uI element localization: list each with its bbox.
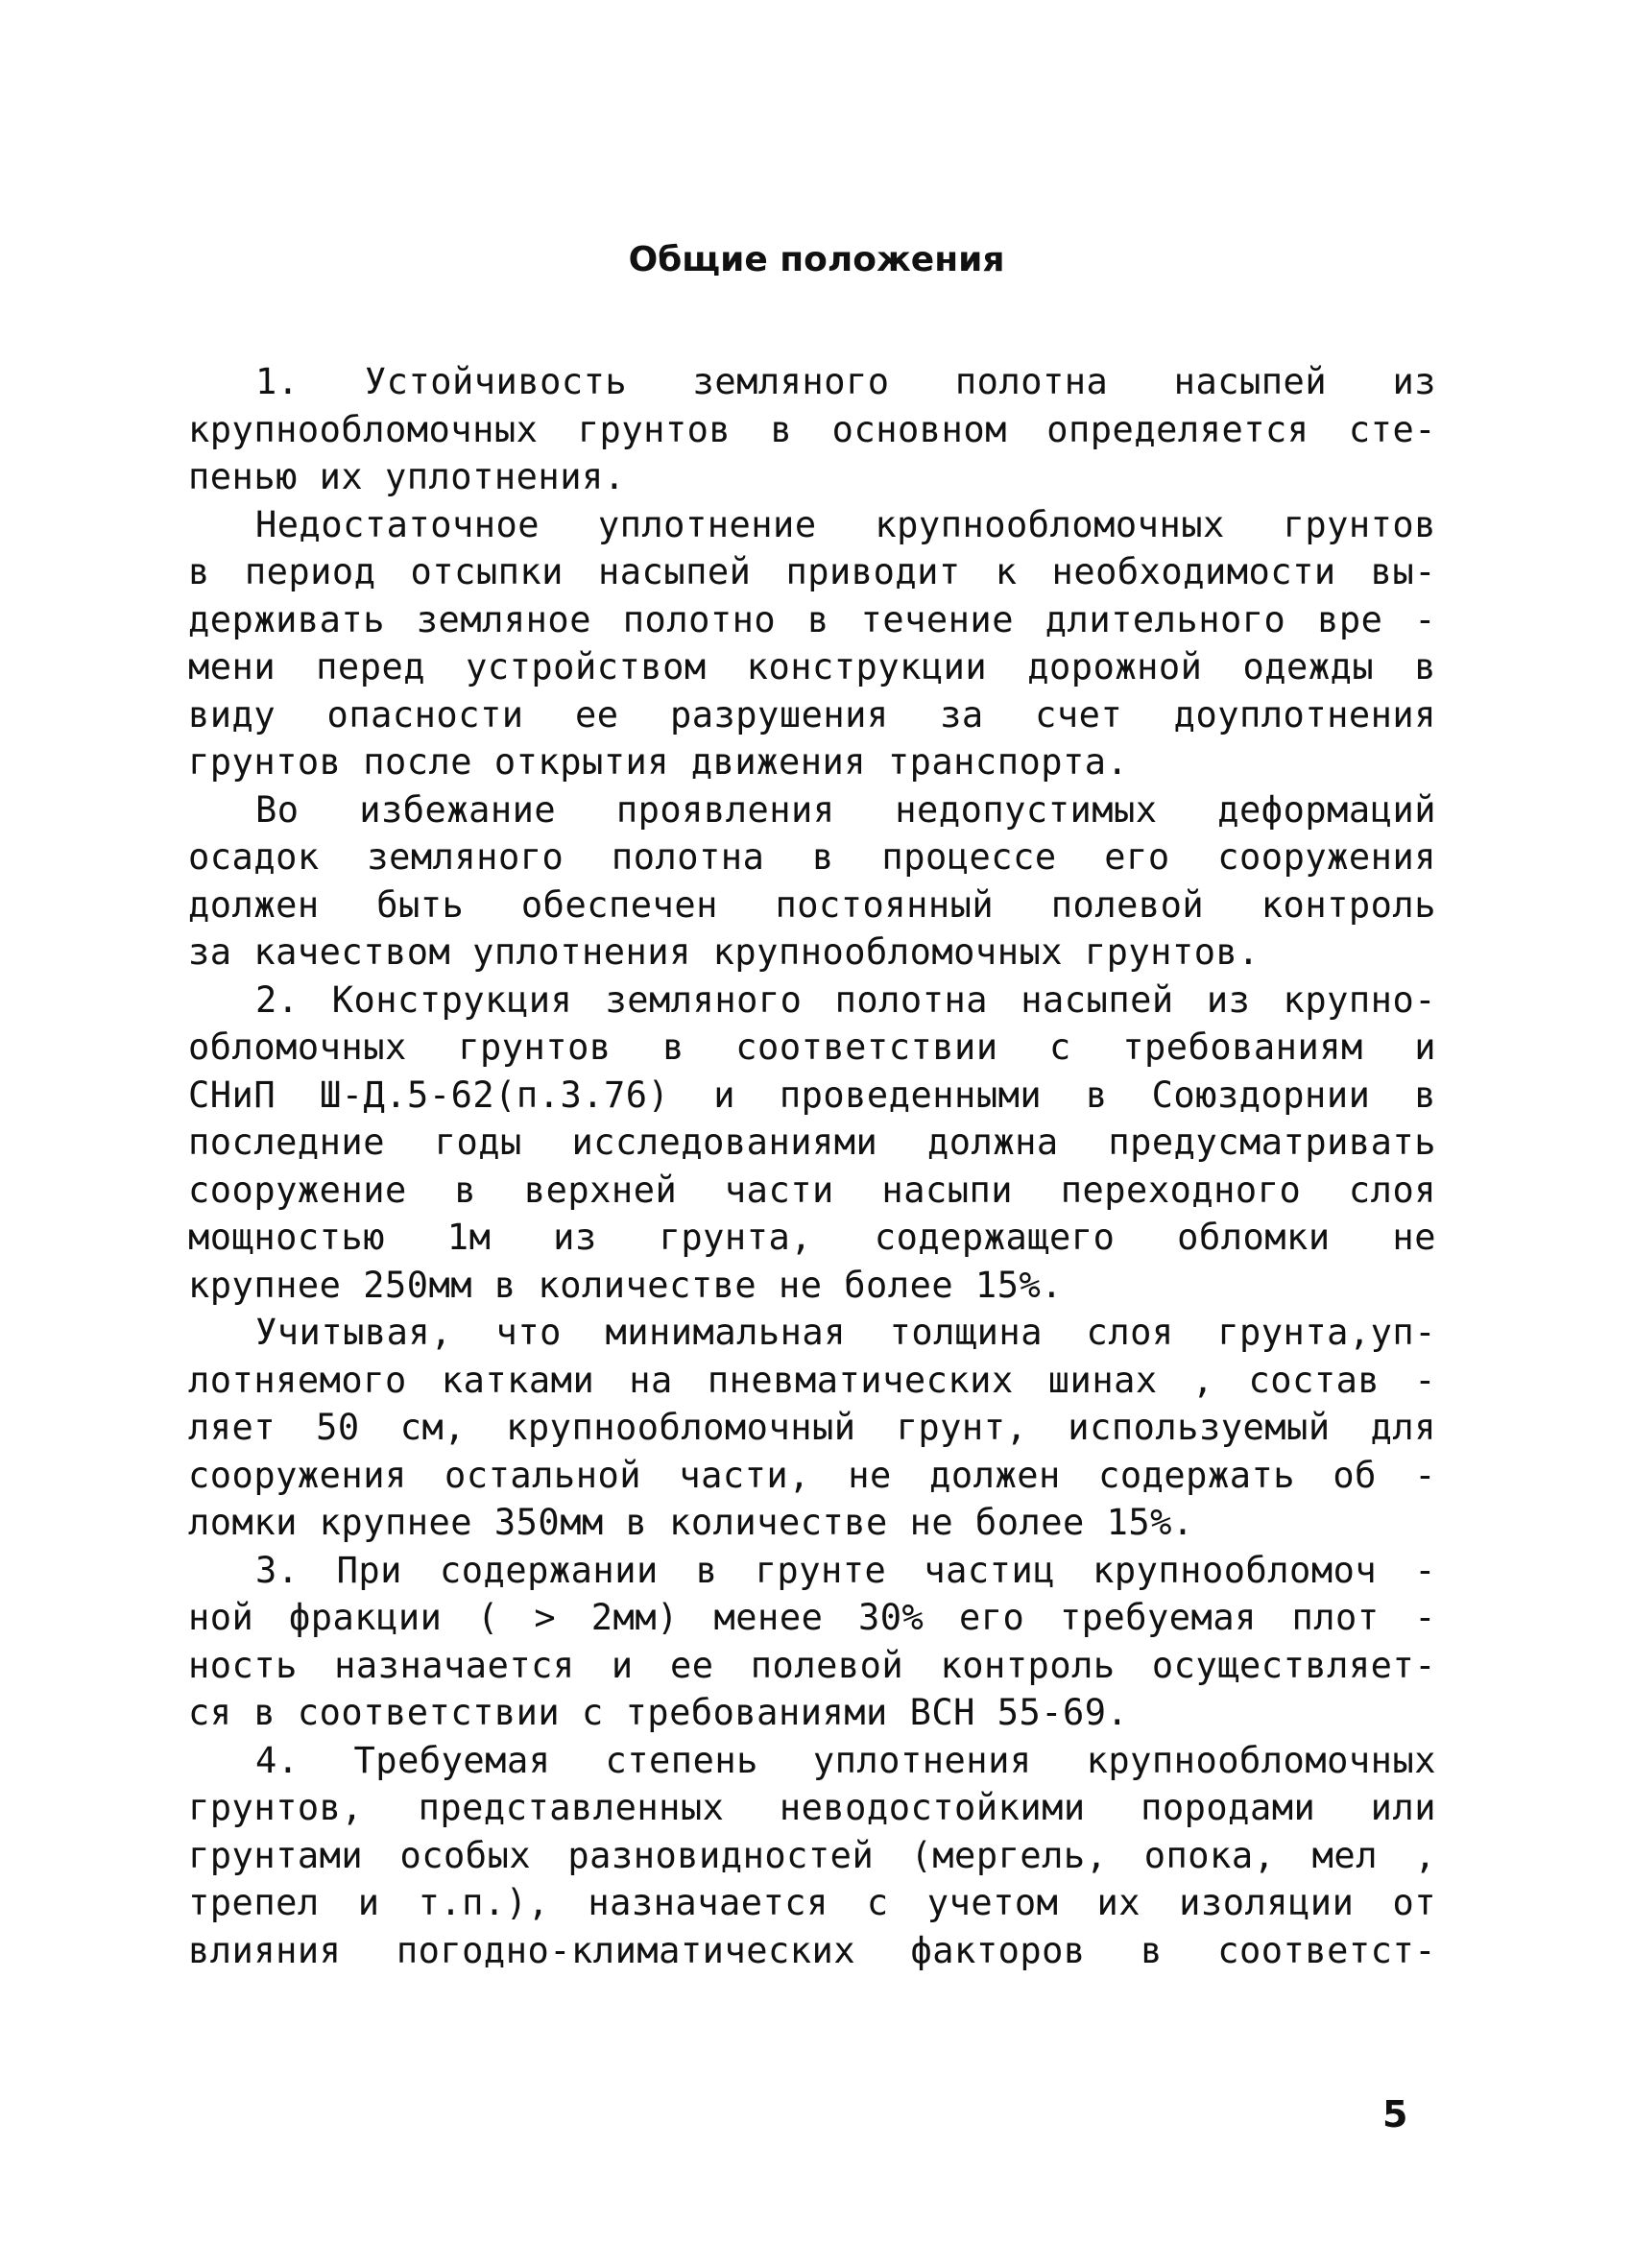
text-line: ся в соответствии с требованиями ВСН 55-69. bbox=[188, 1692, 1129, 1733]
paragraph-4 bbox=[188, 977, 1436, 1310]
text-line: грунтов, представленных неводостойкими породами или bbox=[188, 1787, 1436, 1828]
text-line: Недостаточное уплотнение крупнообломочных грунтов bbox=[255, 503, 1436, 545]
text-line: сооружения остальной части, не должен содержать об - bbox=[188, 1454, 1436, 1496]
section-heading: Общие положения bbox=[628, 240, 1005, 279]
text-line: грунтов после открытия движения транспорта. bbox=[188, 741, 1129, 783]
text-line: ной фракции ( > 2мм) менее 30% его требуемая плот - bbox=[188, 1597, 1436, 1638]
text-line: держивать земляное полотно в течение длительного вре - bbox=[188, 598, 1436, 640]
text-line: крупнообломочных грунтов в основном определяется сте- bbox=[188, 408, 1436, 450]
paragraph-1 bbox=[188, 358, 1436, 501]
paragraph-3 bbox=[188, 786, 1436, 977]
text-line: 2. Конструкция земляного полотна насыпей из крупно- bbox=[255, 978, 1436, 1021]
text-line: ность назначается и ее полевой контроль осуществляет- bbox=[188, 1644, 1436, 1686]
paragraph-6 bbox=[188, 1547, 1436, 1737]
text-line: влияния погодно-климатических факторов в соответст- bbox=[188, 1929, 1436, 1971]
text-line: виду опасности ее разрушения за счет доуплотнения bbox=[188, 693, 1436, 736]
text-line: пенью их уплотнения. bbox=[188, 456, 626, 497]
paragraph-2 bbox=[188, 501, 1436, 786]
text-line: сооружение в верхней части насыпи переходного слоя bbox=[188, 1169, 1436, 1211]
text-line: ломки крупнее 350мм в количестве не более 15%. bbox=[188, 1502, 1194, 1543]
text-line: должен быть обеспечен постоянный полевой контроль bbox=[188, 883, 1436, 926]
text-line: обломочных грунтов в соответствии с требованиям и bbox=[188, 1026, 1436, 1068]
text-line: трепел и т.п.), назначается с учетом их изоляции от bbox=[188, 1882, 1436, 1923]
text-line: осадок земляного полотна в процессе его сооружения bbox=[188, 836, 1436, 878]
text-line: СНиП Ш-Д.5-62(п.3.76) и проведенными в Союздорнии в bbox=[188, 1074, 1436, 1116]
text-line: Во избежание проявления недопустимых деформаций bbox=[255, 788, 1436, 831]
text-line: мощностью 1м из грунта, содержащего обломки не bbox=[188, 1217, 1436, 1258]
text-line: 1. Устойчивость земляного полотна насыпей из bbox=[255, 361, 1436, 402]
text-line: мени перед устройством конструкции дорожной одежды в bbox=[188, 646, 1436, 688]
text-line: грунтами особых разновидностей (мергель, опока, мел , bbox=[188, 1834, 1436, 1876]
page-number: 5 bbox=[1382, 2093, 1408, 2135]
text-line: 3. При содержании в грунте частиц крупнообломоч - bbox=[255, 1549, 1436, 1591]
text-line: Учитывая, что минимальная толщина слоя грунта,уп- bbox=[255, 1312, 1436, 1353]
text-line: 4. Требуемая степень уплотнения крупнообломочных bbox=[255, 1739, 1436, 1781]
text-line: ляет 50 см, крупнообломочный грунт, используемый для bbox=[188, 1407, 1436, 1448]
text-line: в период отсыпки насыпей приводит к необходимости вы- bbox=[188, 551, 1436, 592]
text-line: за качеством уплотнения крупнообломочных грунтов. bbox=[188, 931, 1261, 973]
body-text bbox=[188, 358, 1436, 1974]
paragraph-7 bbox=[188, 1737, 1436, 1975]
text-line: лотняемого катками на пневматических шинах , состав - bbox=[188, 1359, 1436, 1401]
paragraph-5 bbox=[188, 1309, 1436, 1547]
text-line: последние годы исследованиями должна предусматривать bbox=[188, 1122, 1436, 1163]
text-line: крупнее 250мм в количестве не более 15%. bbox=[188, 1264, 1064, 1306]
